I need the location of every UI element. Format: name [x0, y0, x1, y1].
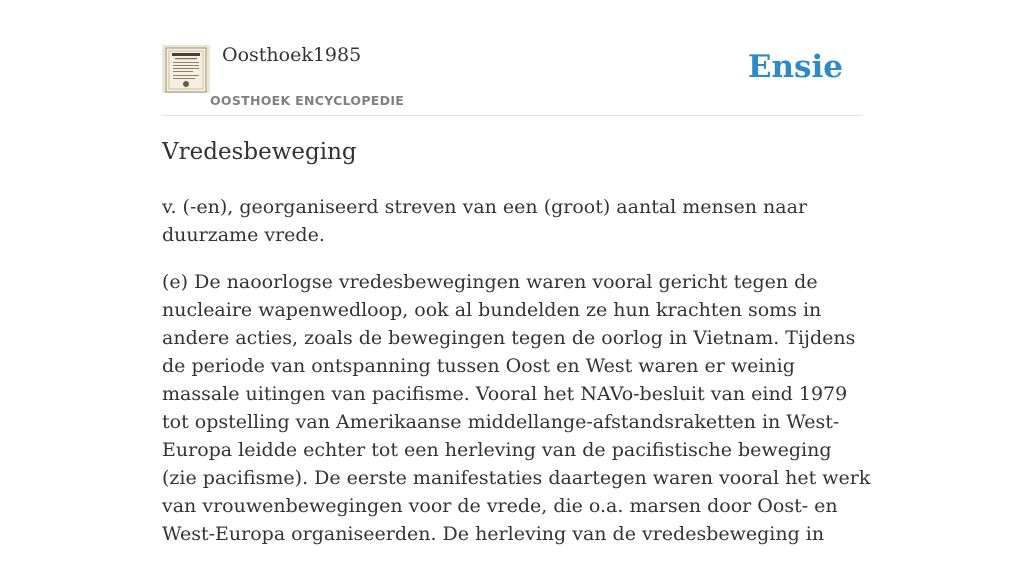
entry-body — [162, 193, 872, 567]
certificate-icon — [162, 45, 210, 93]
header — [162, 40, 862, 116]
entry-definition: v. (-en), georganiseerd streven van een (groot) aantal mensen naar duurzame vrede. — [162, 196, 808, 246]
source-link[interactable]: OOSTHOEK ENCYCLOPEDIE — [210, 93, 405, 108]
brand-logo[interactable]: Ensie — [747, 49, 843, 85]
username-link[interactable]: Oosthoek1985 — [222, 44, 362, 66]
user-avatar[interactable] — [162, 45, 210, 93]
entry-title: Vredesbeweging — [162, 139, 357, 165]
entry-paragraph: (e) De naoorlogse vredesbewegingen waren vooral gericht tegen de nucleaire wapenwedloop, ook al bundelden ze hun krachten soms in andere acties, zoals de bewegingen tegen de oorlog in Vietnam. Tijdens de periode van ontspanning tussen Oost en West waren er weinig massale uitingen van pacifisme. Vooral het NAVo-besluit van eind 1979 tot opstelling van Amerikaanse middellange-afstandsraketten in West-Europa leidde echter tot een herleving van de pacifistische beweging (zie pacifisme). De eerste manifestaties daartegen waren vooral het werk van vrouwenbewegingen voor de vrede, die o.a. marsen door Oost- en West-Europa organiseerden. De herleving van de vredesbeweging in — [162, 271, 871, 545]
